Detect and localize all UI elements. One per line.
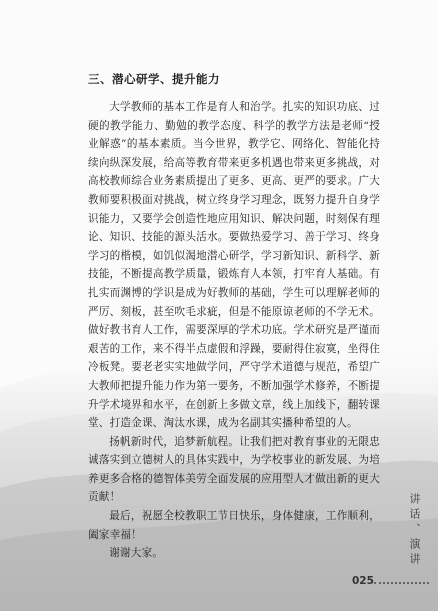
page-number: 025	[352, 575, 374, 587]
paragraph-new-era: 扬帆新时代，追梦新航程。让我们把对教育事业的无限忠诚落实到立德树人的具体实践中，为学校事业的新发展、为培养更多合格的德智体美劳全面发展的应用型人才做出新的更大贡献！	[88, 435, 380, 504]
page-number-dotted-rule	[374, 582, 429, 584]
paragraph-blessing: 最后，祝愿全校教职工节日快乐，身体健康，工作顺利，阖家幸福！	[88, 510, 380, 541]
category-side-label: 讲话、演讲	[408, 493, 421, 568]
article-body	[88, 70, 380, 563]
section-heading: 三、潜心研学、提升能力	[88, 72, 220, 86]
paragraph-thanks: 谢谢大家。	[109, 547, 164, 560]
paragraph-teacher-development: 大学教师的基本工作是育人和治学。扎实的知识功底、过硬的教学能力、勤勉的教学态度、科学的教学方法是老师“授业解惑”的基本素质。当今世界，教学它、网络化、智能化持续向纵深发展，给高等教育带来更多机遇也带来更多挑战，对高校教师综合业务素质提出了更多、更高、更严的要求。广大教师要积极面对挑战，树立终身学习理念，既努力提升自身学识能力，又要学会创造性地应用知识、解决问题，时刻保有理论、知识、技能的源头活水。要做热爱学习、善于学习、终身学习的楷模，如饥似渴地潜心研学，学习新知识、新科学、新技能，不断提高教学质量，锻炼育人本领，打牢育人基础。有扎实而渊博的学识是成为好教师的基础，学生可以理解老师的严厉、刻板，甚至吹毛求疵，但是不能原谅老师的不学无术。做好教书育人工作，需要深厚的学术功底。学术研究是严谨而艰苦的工作，来不得半点虚假和浮躁，要耐得住寂寞，坐得住冷板凳。要老老实实地做学问，严守学术道德与规范，希望广大教师把提升能力作为第一要务，不断加强学术修养，不断提升学术境界和水平，在创新上多做文章，线上加线下，翻转课堂、打造金课、淘汰水课，成为名副其实播种希望的人。	[88, 101, 380, 430]
